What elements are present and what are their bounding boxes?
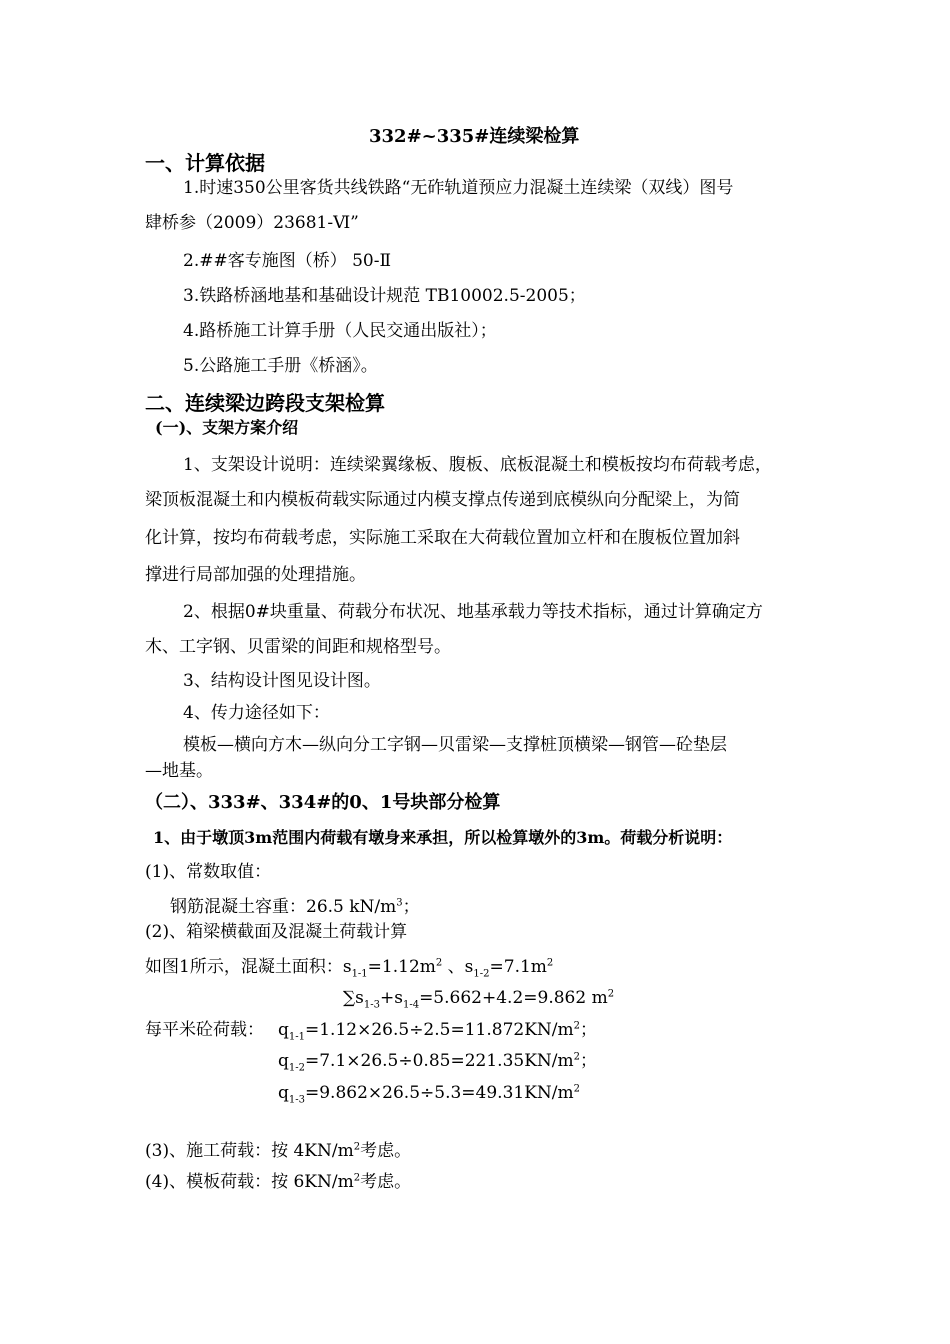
subsection-heading-block-check: （二）、333#、334#的0、1号块部分检算	[145, 792, 501, 813]
paragraph-line: 梁顶板混凝土和内模板荷载实际通过内模支撑点传递到底模纵向分配梁上，为简	[145, 490, 740, 510]
basis-item-5: 5.公路施工手册《桥涵》。	[183, 356, 378, 376]
load-q3: $q_{1-3}=9.862\times 26.5\div 5.3=49.31KN/m^2$	[278, 1083, 580, 1106]
paragraph-line: 模板—横向方木—纵向分工字钢—贝雷梁—支撑桩顶横梁—钢管—砼垫层	[183, 735, 727, 755]
basis-item-1-cont: 肆桥参（2009）23681-Ⅵ”	[145, 213, 359, 233]
paragraph-line: —地基。	[145, 761, 213, 781]
load-per-area-label: 每平米砼荷载：	[145, 1020, 264, 1040]
density-line: 钢筋混凝土容重：26.5 $kN/m^3$；	[170, 897, 420, 917]
paragraph-line: 2、根据0#块重量、荷载分布状况、地基承载力等技术指标，通过计算确定方	[183, 602, 763, 622]
basis-item-1: 1.时速350公里客货共线铁路“无砟轨道预应力混凝土连续梁（双线）图号	[183, 178, 734, 198]
constants-heading: (1)、常数取值：	[145, 862, 272, 882]
basis-item-4: 4.路桥施工计算手册（人民交通出版社）；	[183, 321, 497, 341]
subsection-heading-scheme: (一)、支架方案介绍	[155, 418, 299, 437]
load-q1: $q_{1-1}=1.12\times 26.5\div 2.5=11.872KN/m^2$；	[278, 1020, 597, 1043]
area-sum-line: $\sum s_{1-3}+s_{1-4}=5.662+4.2=9.862$ $m^2$	[343, 988, 615, 1011]
section-heading-basis: 一、计算依据	[145, 151, 265, 175]
section-calc-heading: (2)、箱梁横截面及混凝土荷载计算	[145, 922, 408, 942]
paragraph-line: 3、结构设计图见设计图。	[183, 671, 381, 691]
construction-load-line: (3)、施工荷载：按 $4KN/m^2$考虑。	[145, 1141, 412, 1161]
paragraph-line: 4、传力途径如下：	[183, 703, 330, 723]
page-title: 332#~335#连续梁检算	[369, 126, 580, 147]
paragraph-line: 1、支架设计说明：连续梁翼缘板、腹板、底板混凝土和模板按均布荷载考虑，	[183, 455, 772, 475]
paragraph-line: 化计算，按均布荷载考虑，实际施工采取在大荷载位置加立杆和在腹板位置加斜	[145, 528, 740, 548]
load-analysis-intro: 1、由于墩顶3m范围内荷载有墩身来承担，所以检算墩外的3m。荷载分析说明：	[153, 828, 733, 847]
formwork-load-line: (4)、模板荷载：按 $6KN/m^2$考虑。	[145, 1172, 412, 1192]
basis-item-3: 3.铁路桥涵地基和基础设计规范 TB10002.5-2005；	[183, 286, 586, 306]
paragraph-line: 木、工字钢、贝雷梁的间距和规格型号。	[145, 637, 451, 657]
area-line: 如图1所示，混凝土面积：$s_{1-1}=1.12m^2$ 、$s_{1-2}=7.1m^2$	[145, 957, 554, 980]
section-heading-support: 二、连续梁边跨段支架检算	[145, 391, 385, 415]
paragraph-line: 撑进行局部加强的处理措施。	[145, 565, 366, 585]
load-q2: $q_{1-2}=7.1\times 26.5\div 0.85=221.35KN/m^2$；	[278, 1051, 597, 1074]
basis-item-2: 2.##客专施图（桥） 50-Ⅱ	[183, 251, 392, 271]
